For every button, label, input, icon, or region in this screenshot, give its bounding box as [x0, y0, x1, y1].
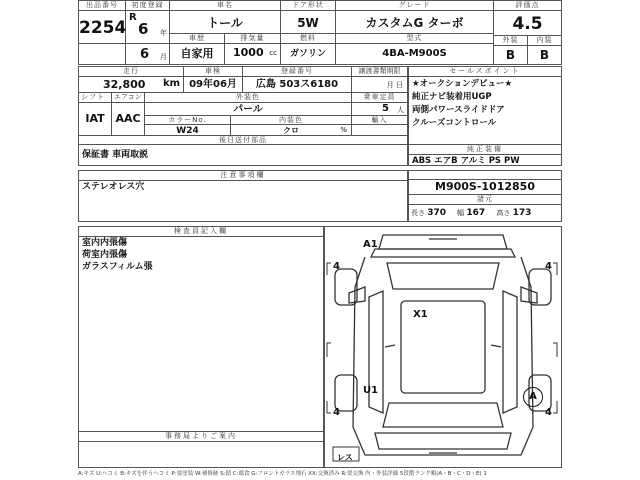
usage-box: 車歴 自家用 — [169, 33, 225, 65]
model-box: 型式 4BA-M900S — [335, 33, 494, 65]
tire-fl: 4 — [333, 261, 340, 272]
parts-box — [78, 144, 408, 166]
inspection: 09年06月 — [189, 79, 237, 90]
damage-a: A — [523, 387, 543, 407]
colorno-box: カラーNo. W24 — [144, 115, 231, 136]
inspector-line-2: 荷室内張傷 — [82, 250, 128, 260]
auction-sheet — [78, 0, 562, 468]
ac-box: エアコン AAC — [111, 92, 145, 136]
carname-box: 車名 トール — [169, 0, 281, 34]
car-outline-icon — [325, 227, 561, 467]
reg-month: 6 — [140, 47, 150, 62]
legend: A:キズ U:ヘコミ B:キズを伴うヘコミ P:要塗装 W:補修跡 S:錆 C:腐食 G:フロントガラス飛石 XX:交換済み R:要交換 内・外装評価 5段階ランク順(A・B・C・D・E) 1 — [78, 471, 487, 477]
lot-blank — [78, 43, 126, 65]
color-box: 外装色 パール — [144, 92, 352, 116]
selling-point-4: クルーズコントロール — [412, 118, 497, 128]
damage-x1: X1 — [413, 309, 428, 320]
int-box: 内装 B — [527, 35, 562, 65]
score-box: 評価点 4.5 — [493, 0, 562, 36]
width: 167 — [466, 208, 486, 218]
equipment-box: 純正装備 ABS エアB アルミ PS PW — [408, 144, 562, 166]
chassis-box: M900S-1012850 諸元 長さ 370 幅 167 高さ 173 — [408, 170, 562, 222]
usage: 自家用 — [180, 47, 214, 60]
selling-point-3: 両側パワースライドドア — [412, 105, 505, 115]
capacity-box: 乗車定員 5 人 — [351, 92, 408, 116]
chassis-number: M900S-1012850 — [409, 180, 561, 195]
office-box: 事務局よりご案内 — [78, 431, 324, 468]
car-name: トール — [207, 16, 243, 30]
plate: 広島 503ス6180 — [255, 79, 339, 90]
equipment: ABS エアB アルミ PS PW — [412, 156, 520, 166]
lot-number: 2254 — [79, 18, 127, 38]
cc-box: 排気量 1000 cc — [224, 33, 281, 65]
reg-month-box: 6 月 — [125, 43, 170, 65]
cc: 1000 — [233, 46, 264, 59]
import-box: 輸入 — [351, 115, 408, 136]
fuel: ガソリン — [289, 49, 326, 59]
fuel-box: 燃料 ガソリン — [280, 33, 336, 65]
body-color: パール — [233, 104, 263, 115]
color-number: W24 — [176, 126, 199, 136]
plate-box: 登録番号 広島 503ス6180 — [242, 66, 352, 93]
lotno-box: 出品番号 2254 — [78, 0, 126, 44]
interior-color: クロ — [283, 126, 299, 135]
era: R — [129, 12, 137, 23]
selling-point-1: ★オークションデビュー★ — [412, 79, 513, 89]
ext-grade: B — [505, 48, 516, 62]
ext-box: 外装 B — [493, 35, 528, 65]
inspector-line-3: ガラスフィルム張 — [82, 262, 153, 272]
intcolor-box: 内装色 クロ % — [230, 115, 352, 136]
inspector-line-1: 室内内張傷 — [82, 238, 128, 248]
damage-a1: A1 — [363, 239, 378, 250]
notes-box: 注意事項欄 ステレオレス穴 — [78, 170, 408, 222]
selling-points-box: セールスポイント ★オークションデビュー★ 純正ナビ装着用UGP 両側パワースライドドア クルーズコントロール — [408, 66, 562, 145]
transmission: IAT — [85, 112, 105, 125]
score: 4.5 — [512, 14, 543, 34]
reg-year: 6 — [138, 20, 149, 38]
inspection-box: 車検 09年06月 — [183, 66, 243, 93]
damage-u1: U1 — [363, 385, 379, 396]
mileage-box: 走行 32,800 km — [78, 66, 184, 93]
aircon: AAC — [115, 112, 141, 125]
spare-tire-less: レス — [337, 453, 353, 462]
length: 370 — [427, 208, 447, 218]
tire-fr: 4 — [545, 261, 552, 272]
inspector-box: 検査員記入欄 室内内張傷 荷室内張傷 ガラスフィルム張 — [78, 226, 324, 432]
doors: 5W — [297, 16, 319, 30]
capacity: 5 — [382, 103, 389, 114]
int-grade: B — [539, 48, 550, 62]
parts-label-box: 後日送付部品 — [78, 135, 408, 145]
deadline-box: 譲渡書類期限 月 日 — [351, 66, 408, 93]
trans-box: シフト IAT — [78, 92, 112, 136]
model: 4BA-M900S — [382, 48, 447, 59]
sent-parts: 保証書 車両取説 — [82, 150, 149, 160]
car-diagram — [324, 226, 562, 468]
notes-text: ステレオレス穴 — [82, 182, 145, 192]
grade-box: グレード カスタムG ターボ — [335, 0, 494, 34]
mileage: 32,800 — [103, 78, 146, 91]
firstreg-box: 初度登録 R 6 年 — [125, 0, 170, 44]
tire-rl: 4 — [333, 407, 340, 418]
doors-box: ドア形状 5W — [280, 0, 336, 34]
grade: カスタムG ターボ — [365, 16, 464, 30]
selling-point-2: 純正ナビ装着用UGP — [412, 92, 492, 102]
height: 173 — [512, 208, 532, 218]
tire-rr: 4 — [545, 407, 552, 418]
